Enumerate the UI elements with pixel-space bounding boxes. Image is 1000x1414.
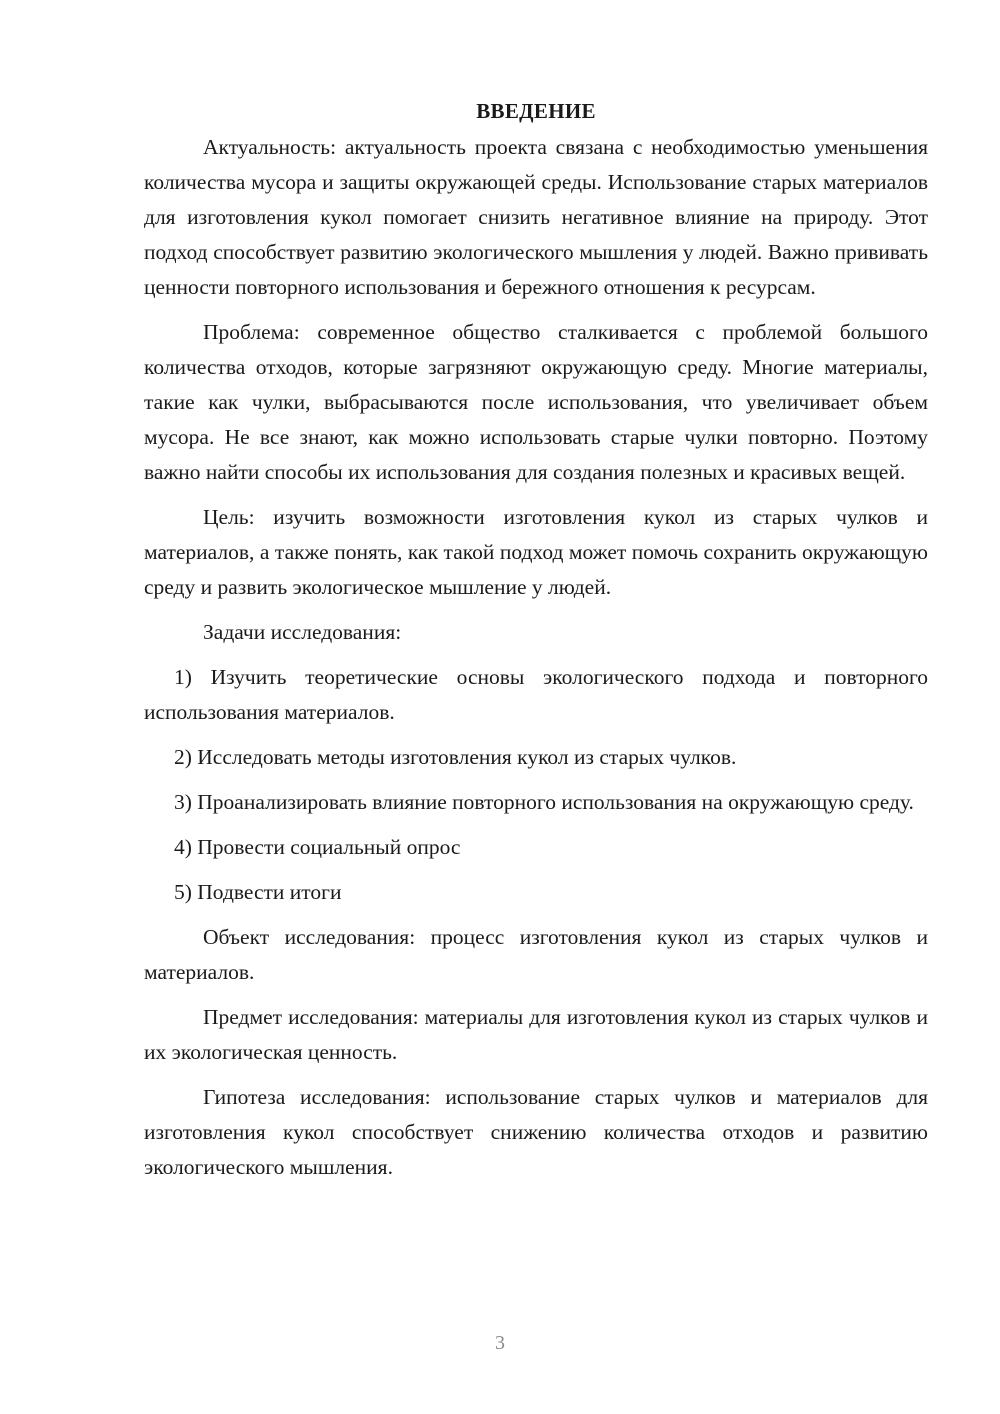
paragraph-relevance: Актуальность: актуальность проекта связана с необходимостью уменьшения количества мусора и защиты окружающей среды. Использование старых материалов для изготовления кукол помогает снизить негативное влияние на природу. Этот подход способствует развитию экологического мышления у людей. Важно прививать ценности повторного использования и бережного отношения к ресурсам. [144, 135, 928, 299]
task-item-1: 1) Изучить теоретические основы экологического подхода и повторного использования материалов. [144, 665, 928, 724]
paragraph-subject: Предмет исследования: материалы для изготовления кукол из старых чулков и их экологическая ценность. [144, 1005, 928, 1064]
task-item-3: 3) Проанализировать влияние повторного использования на окружающую среду. [174, 790, 914, 814]
section-heading: ВВЕДЕНИЕ [476, 99, 596, 123]
paragraph-hypothesis: Гипотеза исследования: использование старых чулков и материалов для изготовления кукол способствует снижению количества отходов и развитию экологического мышления. [144, 1085, 928, 1179]
task-item-4: 4) Провести социальный опрос [174, 835, 461, 859]
tasks-heading: Задачи исследования: [203, 620, 402, 644]
task-item-2: 2) Исследовать методы изготовления кукол из старых чулков. [174, 745, 737, 769]
paragraph-object: Объект исследования: процесс изготовления кукол из старых чулков и материалов. [144, 925, 928, 984]
task-item-5: 5) Подвести итоги [174, 880, 342, 904]
paragraph-problem: Проблема: современное общество сталкивается с проблемой большого количества отходов, которые загрязняют окружающую среду. Многие материалы, такие как чулки, выбрасываются после использования, что увеличивает объем мусора. Не все знают, как можно использовать старые чулки повторно. Поэтому важно найти способы их использования для создания полезных и красивых вещей. [144, 320, 928, 484]
document-page [144, 96, 928, 1195]
paragraph-goal: Цель: изучить возможности изготовления кукол из старых чулков и материалов, а также понять, как такой подход может помочь сохранить окружающую среду и развить экологическое мышление у людей. [144, 505, 928, 599]
page-number: 3 [495, 1332, 505, 1354]
